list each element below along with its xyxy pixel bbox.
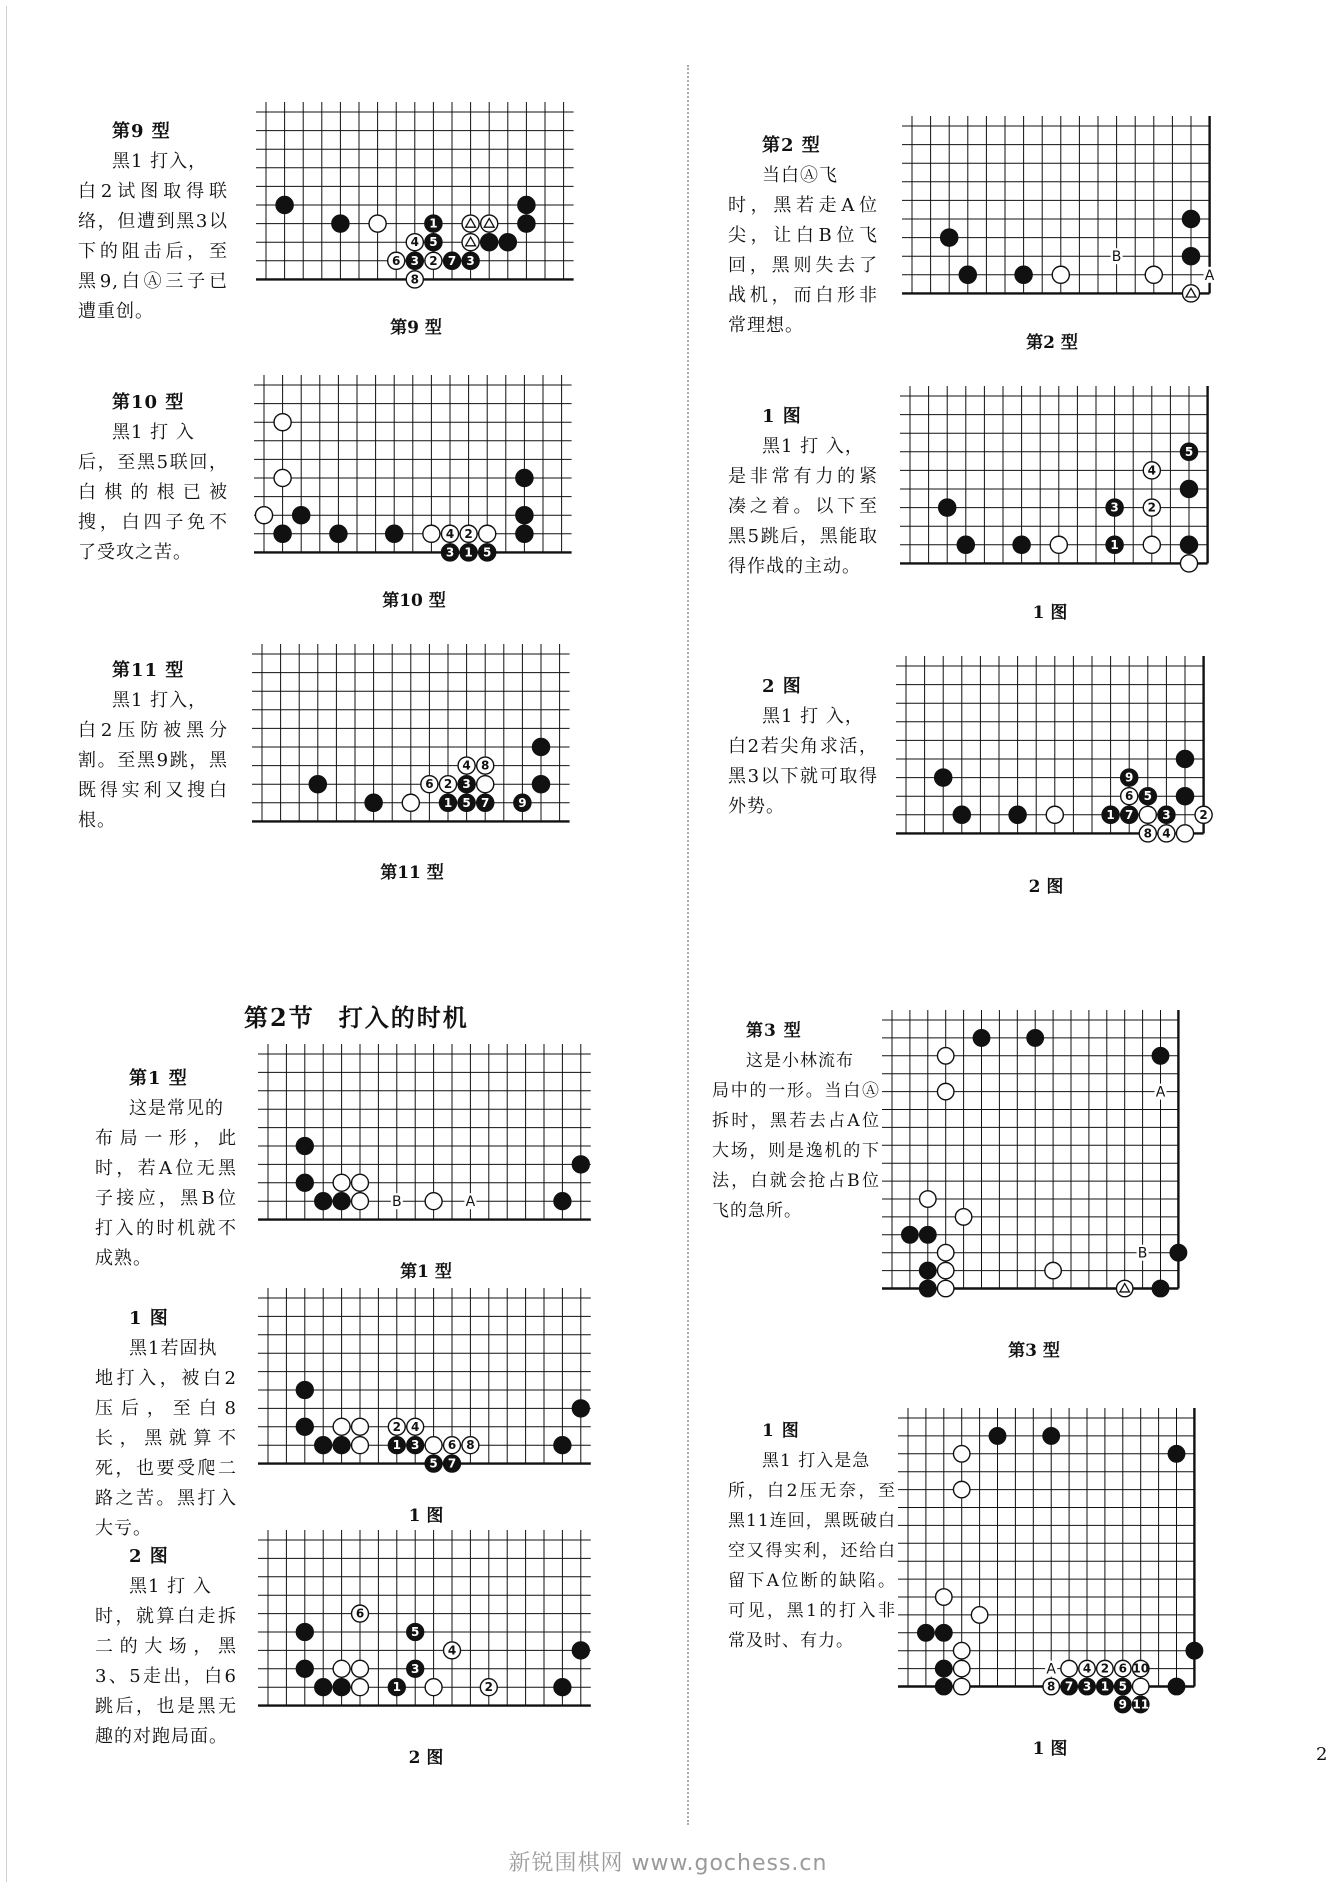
black-stone bbox=[309, 776, 326, 793]
stone-number: 5 bbox=[411, 1625, 420, 1639]
black-stone bbox=[481, 234, 498, 251]
stone-number: 6 bbox=[355, 1606, 365, 1621]
black-stone bbox=[1182, 248, 1199, 265]
white-stone bbox=[425, 1193, 442, 1210]
section-heading bbox=[244, 998, 493, 1033]
point-label: B bbox=[391, 1194, 402, 1211]
white-stone bbox=[953, 1642, 969, 1658]
stone-number: 1 bbox=[1106, 807, 1115, 822]
black-stone bbox=[333, 1193, 350, 1210]
section-number: 第2节 bbox=[244, 1003, 315, 1032]
stone-number: 2 bbox=[443, 777, 453, 792]
white-stone bbox=[1045, 1262, 1061, 1278]
black-stone bbox=[1013, 536, 1030, 553]
stone-number: 5 bbox=[462, 795, 471, 810]
black-stone bbox=[1180, 536, 1197, 553]
stone-number: 5 bbox=[1143, 789, 1152, 804]
white-stone bbox=[1143, 536, 1160, 553]
stone-number: 7 bbox=[481, 795, 490, 810]
stone-number: 2 bbox=[392, 1419, 401, 1434]
black-stone bbox=[516, 469, 533, 486]
black-stone bbox=[516, 507, 533, 524]
black-stone bbox=[386, 525, 403, 542]
point-label: A bbox=[465, 1194, 476, 1211]
section-title: 打入的时机 bbox=[338, 1003, 469, 1032]
stone-number: 8 bbox=[466, 1438, 475, 1453]
stone-number: 11 bbox=[1132, 1697, 1150, 1712]
text-r-figure-1: 1 图 黑1 打 入， 是非常有力的紧凑之着。以下至黑5跳后，黑能取得作战的主动。 bbox=[728, 406, 878, 577]
black-stone bbox=[1176, 788, 1193, 805]
text-s2-figure-2: 2 图 黑1 打 入 时，就算白走拆二的大场，黑3、5走出，白6跳后，也是黑无趣的对跑局面。 bbox=[95, 1546, 237, 1747]
stone-number: 1 bbox=[1100, 1679, 1110, 1694]
diagram-caption: 1 图 bbox=[1032, 603, 1068, 623]
black-stone bbox=[1168, 1678, 1184, 1694]
stone-number: 6 bbox=[1118, 1661, 1127, 1676]
black-stone bbox=[936, 1678, 952, 1694]
black-stone bbox=[1009, 806, 1026, 823]
go-board bbox=[258, 1044, 591, 1230]
stone-number: 5 bbox=[429, 235, 438, 250]
go-board bbox=[258, 1288, 591, 1474]
go-board bbox=[902, 116, 1220, 303]
white-stone bbox=[1180, 555, 1197, 572]
black-stone bbox=[1168, 1446, 1184, 1462]
black-stone bbox=[296, 1418, 313, 1435]
go-board bbox=[252, 644, 570, 831]
black-stone bbox=[365, 794, 382, 811]
black-stone bbox=[572, 1400, 589, 1417]
text-r-pattern-3: 第3 型 这是小林流布 局中的一形。当白Ⓐ拆时，黑若去占A位大场，则是逸机的下法，白就会抢占B位飞的急所。 bbox=[712, 1021, 880, 1221]
white-stone bbox=[1050, 536, 1067, 553]
stone-number: 9 bbox=[1125, 770, 1134, 785]
black-stone bbox=[941, 229, 958, 246]
stone-number: 1 bbox=[392, 1680, 401, 1695]
stone-number: 4 bbox=[1082, 1661, 1092, 1676]
go-board bbox=[898, 1408, 1204, 1712]
white-stone bbox=[937, 1083, 953, 1099]
black-stone bbox=[296, 1660, 313, 1677]
stone-number: 4 bbox=[1162, 826, 1171, 841]
diagram-caption: 第1 型 bbox=[400, 1262, 452, 1282]
black-stone bbox=[532, 776, 549, 793]
white-stone bbox=[477, 776, 494, 793]
stone-number: 8 bbox=[481, 758, 490, 773]
stone-number: 5 bbox=[1184, 444, 1194, 459]
text-pattern-10: 第10 型 黑1 打 入 后，至黑5联回，白棋的根已被搜，白四子免不了受攻之苦。 bbox=[78, 392, 228, 563]
black-stone bbox=[315, 1193, 332, 1210]
white-stone bbox=[1176, 825, 1193, 842]
white-stone bbox=[937, 1262, 953, 1278]
white-stone bbox=[352, 1660, 369, 1677]
black-stone bbox=[572, 1156, 589, 1173]
white-stone bbox=[1139, 806, 1156, 823]
stone-number: 4 bbox=[1147, 463, 1156, 478]
stone-number: 1 bbox=[443, 795, 453, 810]
black-stone bbox=[920, 1280, 936, 1296]
white-stone bbox=[425, 1679, 442, 1696]
white-stone bbox=[1052, 266, 1069, 283]
text-s2-pattern-1: 第1 型 这是常见的 布局一形，此时，若A位无黑子接应，黑B位打入的时机就不成熟。 bbox=[95, 1068, 237, 1269]
white-stone bbox=[1132, 1678, 1148, 1694]
black-stone bbox=[1170, 1244, 1186, 1260]
stone-number: 7 bbox=[447, 253, 457, 268]
stone-number: 5 bbox=[429, 1456, 438, 1471]
go-board bbox=[258, 1530, 591, 1716]
black-stone bbox=[532, 738, 549, 755]
white-stone bbox=[955, 1209, 971, 1225]
black-stone bbox=[1186, 1642, 1202, 1658]
white-stone bbox=[423, 525, 440, 542]
black-stone bbox=[296, 1624, 313, 1641]
black-stone bbox=[572, 1642, 589, 1659]
stone-number: 7 bbox=[1064, 1679, 1074, 1694]
black-stone bbox=[920, 1227, 936, 1243]
diagram-caption: 第3 型 bbox=[1008, 1341, 1060, 1361]
stone-number: 1 bbox=[429, 216, 438, 231]
watermark-footer: 新锐围棋网 www.gochess.cn bbox=[508, 1851, 828, 1876]
diagram-caption: 第11 型 bbox=[380, 863, 444, 883]
column-divider bbox=[687, 65, 689, 1825]
white-stone bbox=[920, 1191, 936, 1207]
go-board bbox=[254, 375, 572, 562]
black-stone bbox=[1152, 1048, 1168, 1064]
point-label: A bbox=[1155, 1084, 1166, 1101]
stone-number: 3 bbox=[410, 253, 419, 268]
white-stone bbox=[425, 1437, 442, 1454]
black-stone bbox=[936, 1625, 952, 1641]
white-stone bbox=[1145, 266, 1162, 283]
diagram-caption: 第10 型 bbox=[382, 591, 446, 611]
stone-number: 6 bbox=[1125, 789, 1134, 804]
black-stone bbox=[920, 1262, 936, 1278]
black-stone bbox=[957, 536, 974, 553]
stone-number: 8 bbox=[410, 272, 419, 287]
white-stone bbox=[937, 1280, 953, 1296]
diagram-caption: 1 图 bbox=[408, 1506, 444, 1526]
diagram-caption: 第9 型 bbox=[390, 318, 442, 338]
stone-number: 7 bbox=[447, 1456, 457, 1471]
black-stone bbox=[973, 1030, 989, 1046]
stone-number: 3 bbox=[466, 253, 475, 268]
stone-number: 9 bbox=[1118, 1697, 1127, 1712]
white-stone bbox=[937, 1244, 953, 1260]
white-stone bbox=[402, 794, 419, 811]
diagram-caption: 第2 型 bbox=[1026, 333, 1078, 353]
go-board bbox=[900, 386, 1218, 573]
stone-number: 3 bbox=[411, 1438, 420, 1453]
black-stone bbox=[296, 1382, 313, 1399]
white-stone bbox=[369, 215, 386, 232]
black-stone bbox=[330, 525, 347, 542]
stone-number: 8 bbox=[1047, 1679, 1056, 1694]
black-stone bbox=[518, 215, 535, 232]
black-stone bbox=[554, 1437, 571, 1454]
black-stone bbox=[918, 1625, 934, 1641]
stone-number: 4 bbox=[445, 526, 455, 541]
text-s2-figure-1: 1 图 黑1若固执 地打入，被白2压后，至白8长，黑就算不死，也要受爬二路之苦。黑打入大亏。 bbox=[95, 1308, 237, 1539]
white-stone bbox=[953, 1481, 969, 1497]
text-r-pattern-2: 第2 型 当白Ⓐ飞 时，黑若走A位尖，让白B位飞回，黑则失去了战机，而白形非常理想。 bbox=[728, 135, 878, 336]
stone-number: 9 bbox=[518, 795, 527, 810]
black-stone bbox=[296, 1138, 313, 1155]
stone-number: 2 bbox=[1100, 1661, 1110, 1676]
black-stone bbox=[333, 1679, 350, 1696]
white-stone bbox=[352, 1437, 369, 1454]
white-stone bbox=[953, 1446, 969, 1462]
stone-number: 4 bbox=[411, 1419, 420, 1434]
stone-number: 2 bbox=[484, 1680, 493, 1695]
white-stone bbox=[333, 1418, 350, 1435]
point-label: B bbox=[1137, 1245, 1148, 1262]
white-stone bbox=[953, 1660, 969, 1676]
white-stone bbox=[1046, 806, 1063, 823]
stone-number: 10 bbox=[1132, 1661, 1150, 1676]
white-stone bbox=[953, 1678, 969, 1694]
black-stone bbox=[989, 1428, 1005, 1444]
black-stone bbox=[554, 1679, 571, 1696]
black-stone bbox=[1043, 1428, 1059, 1444]
white-stone bbox=[352, 1418, 369, 1435]
text-pattern-9: 第9 型 黑1 打入， 白2试图取得联络，但遭到黑3以下的阻击后，至黑9,白Ⓐ三子已遭重创。 bbox=[78, 121, 228, 322]
black-stone bbox=[315, 1679, 332, 1696]
black-stone bbox=[1152, 1280, 1168, 1296]
black-stone bbox=[554, 1193, 571, 1210]
white-stone bbox=[333, 1174, 350, 1191]
white-stone bbox=[936, 1589, 952, 1605]
point-label: B bbox=[1111, 249, 1122, 266]
go-board bbox=[882, 1010, 1188, 1299]
stone-number: 5 bbox=[1118, 1679, 1127, 1694]
white-stone bbox=[333, 1660, 350, 1677]
stone-number: 3 bbox=[1110, 500, 1119, 515]
white-stone bbox=[274, 414, 291, 431]
stone-number: 7 bbox=[1125, 807, 1134, 822]
go-board bbox=[896, 656, 1214, 843]
point-label: A bbox=[1046, 1661, 1056, 1678]
black-stone bbox=[959, 266, 976, 283]
white-stone bbox=[479, 525, 496, 542]
white-stone bbox=[352, 1174, 369, 1191]
white-stone bbox=[937, 1048, 953, 1064]
black-stone bbox=[1182, 210, 1199, 227]
stone-number: 4 bbox=[410, 235, 419, 250]
point-label: A bbox=[1204, 267, 1215, 284]
black-stone bbox=[274, 525, 291, 542]
stone-number: 2 bbox=[1147, 500, 1156, 515]
white-stone bbox=[274, 469, 291, 486]
stone-number: 6 bbox=[392, 253, 401, 268]
stone-number: 3 bbox=[411, 1661, 420, 1676]
black-stone bbox=[953, 806, 970, 823]
black-stone bbox=[333, 1437, 350, 1454]
black-stone bbox=[939, 499, 956, 516]
black-stone bbox=[1180, 480, 1197, 497]
black-stone bbox=[499, 234, 516, 251]
black-stone bbox=[516, 525, 533, 542]
stone-number: 3 bbox=[1082, 1679, 1092, 1694]
white-stone bbox=[352, 1679, 369, 1696]
black-stone bbox=[293, 507, 310, 524]
white-stone bbox=[352, 1193, 369, 1210]
white-stone bbox=[971, 1607, 987, 1623]
white-stone bbox=[1061, 1660, 1077, 1676]
stone-number: 6 bbox=[447, 1438, 457, 1453]
go-board bbox=[256, 102, 574, 289]
black-stone bbox=[1015, 266, 1032, 283]
black-stone bbox=[1027, 1030, 1043, 1046]
diagram-caption: 2 图 bbox=[1028, 877, 1064, 897]
stone-number: 4 bbox=[462, 758, 471, 773]
black-stone bbox=[902, 1227, 918, 1243]
stone-number: 3 bbox=[445, 545, 455, 560]
black-stone bbox=[296, 1174, 313, 1191]
stone-number: 4 bbox=[447, 1643, 457, 1658]
black-stone bbox=[518, 196, 535, 213]
diagram-caption: 1 图 bbox=[1032, 1739, 1068, 1759]
text-pattern-11: 第11 型 黑1 打入， 白2压防被黑分割。至黑9跳，黑既得实利又搜白根。 bbox=[78, 660, 228, 831]
black-stone bbox=[332, 215, 349, 232]
stone-number: 2 bbox=[464, 526, 473, 541]
black-stone bbox=[276, 196, 293, 213]
black-stone bbox=[935, 769, 952, 786]
stone-number: 2 bbox=[1199, 807, 1208, 822]
page-number: 2 bbox=[1316, 1744, 1328, 1765]
black-stone bbox=[936, 1660, 952, 1676]
black-stone bbox=[1176, 750, 1193, 767]
stone-number: 3 bbox=[1162, 807, 1171, 822]
stone-number: 6 bbox=[425, 777, 434, 792]
black-stone bbox=[315, 1437, 332, 1454]
text-r3-figure-1: 1 图 黑1 打入是急 所，白2压无奈，至黑11连回，黑既破白空又得实利，还给白留下A位断的缺陷。可见，黑1的打入非常及时、有力。 bbox=[728, 1421, 896, 1651]
stone-number: 1 bbox=[464, 545, 473, 560]
white-stone bbox=[255, 507, 272, 524]
stone-number: 1 bbox=[1110, 537, 1119, 552]
stone-number: 1 bbox=[392, 1438, 401, 1453]
stone-number: 3 bbox=[462, 777, 471, 792]
stone-number: 8 bbox=[1143, 826, 1152, 841]
text-r-figure-2: 2 图 黑1 打 入， 白2若尖角求活，黑3以下就可取得外势。 bbox=[728, 676, 878, 817]
stone-number: 2 bbox=[429, 253, 438, 268]
stone-number: 5 bbox=[483, 545, 492, 560]
diagram-caption: 2 图 bbox=[408, 1748, 444, 1768]
